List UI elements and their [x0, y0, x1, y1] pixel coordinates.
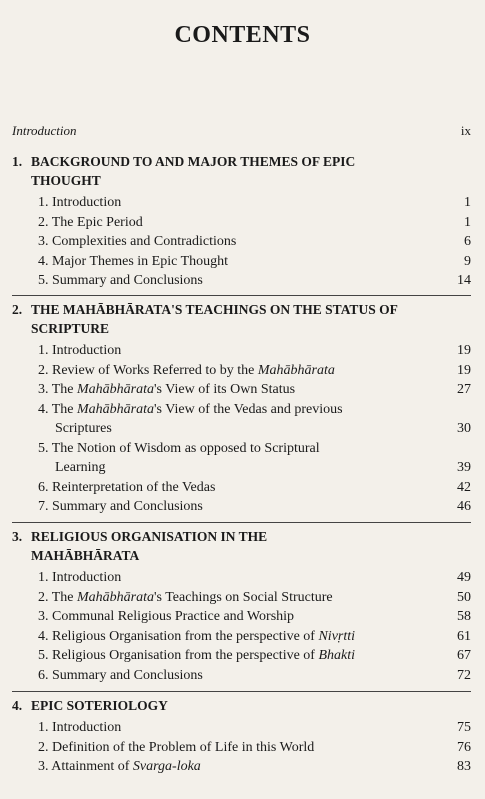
chapter-heading [12, 696, 471, 715]
entry-title: 1. Introduction [38, 343, 122, 358]
entry-page: 75 [457, 720, 471, 735]
entry-title: 2. The Mahābhārata's Teachings on Social Structure [38, 589, 333, 605]
toc-entry [12, 271, 471, 291]
chapter-3 [12, 527, 471, 685]
toc-entry [12, 568, 471, 588]
toc-entry [12, 478, 471, 498]
chapter-entries [12, 568, 471, 685]
entry-page: 42 [457, 479, 471, 495]
entry-page: 46 [457, 499, 471, 514]
entry-page: 1 [464, 214, 471, 230]
toc-entry [12, 666, 471, 686]
toc-entry [12, 607, 471, 627]
toc-entry [12, 232, 471, 252]
entry-title: 1. Introduction [38, 195, 122, 210]
entry-title: 5. Religious Organisation from the perspective of Bhakti [38, 648, 356, 663]
entry-title: 3. Attainment of Svarga-loka [38, 759, 201, 774]
entry-title: 5. Summary and Conclusions [38, 273, 203, 288]
entry-title: 3. The Mahābhārata's View of its Own Status [38, 382, 296, 397]
entry-title: 3. Complexities and Contradictions [38, 234, 237, 249]
entry-title: 7. Summary and Conclusions [38, 499, 203, 514]
section-divider [12, 522, 471, 523]
toc-entry [12, 627, 471, 647]
chapter-entries [12, 341, 471, 517]
toc-entry [12, 646, 471, 666]
entry-page: 27 [457, 382, 471, 397]
chapter-heading [12, 300, 471, 338]
chapter-heading [12, 152, 471, 190]
entry-title: 2. Review of Works Referred to by the Mahābhārata [38, 362, 335, 378]
chapter-heading [12, 527, 471, 565]
chapter-title: BACKGROUND TO AND MAJOR THEMES OF EPIC THOUGHT [31, 154, 356, 188]
entry-title: 2. The Epic Period [38, 214, 143, 230]
section-divider [12, 295, 471, 296]
entry-title: 4. The Mahābhārata's View of the Vedas and previous [38, 401, 343, 417]
entry-page: 14 [457, 273, 471, 288]
toc-entry [12, 341, 471, 361]
chapter-title: THE MAHĀBHĀRATA'S TEACHINGS ON THE STATUS OF SCRIPTURE [31, 302, 398, 336]
chapter-title: RELIGIOUS ORGANISATION IN THE MAHĀBHĀRATA [31, 529, 268, 563]
chapter-number: 2. [12, 302, 23, 317]
entry-page: 67 [457, 648, 471, 663]
entry-title: 3. Communal Religious Practice and Worship [38, 609, 295, 624]
toc-entry [12, 380, 471, 400]
entry-title: 1. Introduction [38, 720, 122, 735]
entry-title: 5. The Notion of Wisdom as opposed to Scriptural [38, 440, 320, 456]
toc-entry [12, 252, 471, 272]
toc-entry [12, 193, 471, 213]
chapter-1 [12, 152, 471, 291]
chapter-title: EPIC SOTERIOLOGY [31, 698, 168, 713]
entry-page: 6 [464, 234, 471, 249]
chapter-number: 4. [12, 698, 23, 713]
entry-page: 72 [457, 667, 471, 683]
entry-page: 61 [457, 628, 471, 644]
entry-page: 50 [457, 589, 471, 605]
entry-page: 39 [457, 460, 471, 475]
entry-page: 58 [457, 609, 471, 624]
entry-title: 6. Reinterpretation of the Vedas [38, 479, 216, 495]
toc-entry [12, 213, 471, 233]
entry-title-continued: Scriptures [55, 421, 112, 436]
entry-page: 9 [464, 253, 471, 269]
entry-page: 49 [457, 570, 471, 585]
toc-entry [12, 757, 471, 777]
toc-entry [12, 718, 471, 738]
toc-entry [12, 738, 471, 758]
intro-entry [12, 123, 471, 139]
chapter-4 [12, 696, 471, 777]
entry-title: 1. Introduction [38, 570, 122, 585]
toc-entry [12, 497, 471, 517]
toc-entry [12, 400, 471, 439]
page-title: CONTENTS [174, 22, 311, 48]
entry-page: 19 [457, 362, 471, 378]
toc-entry [12, 588, 471, 608]
entry-title: 4. Religious Organisation from the perspective of Nivṛtti [38, 628, 356, 644]
toc-entry [12, 439, 471, 478]
chapter-2 [12, 300, 471, 517]
toc-entry [12, 361, 471, 381]
chapter-entries [12, 718, 471, 777]
entry-title: 4. Major Themes in Epic Thought [38, 253, 229, 269]
intro-title: Introduction [12, 123, 77, 138]
entry-page: 76 [457, 739, 471, 755]
intro-page: ix [460, 123, 471, 138]
entry-page: 1 [464, 195, 471, 210]
entry-page: 83 [457, 759, 471, 774]
entry-page: 30 [457, 421, 471, 436]
entry-title-continued: Learning [55, 460, 106, 475]
chapter-number: 1. [12, 154, 23, 169]
chapter-number: 3. [12, 529, 23, 544]
entry-title: 2. Definition of the Problem of Life in this World [38, 739, 315, 755]
entry-page: 19 [457, 343, 471, 358]
section-divider [12, 691, 471, 692]
entry-title: 6. Summary and Conclusions [38, 667, 203, 683]
chapter-entries [12, 193, 471, 291]
